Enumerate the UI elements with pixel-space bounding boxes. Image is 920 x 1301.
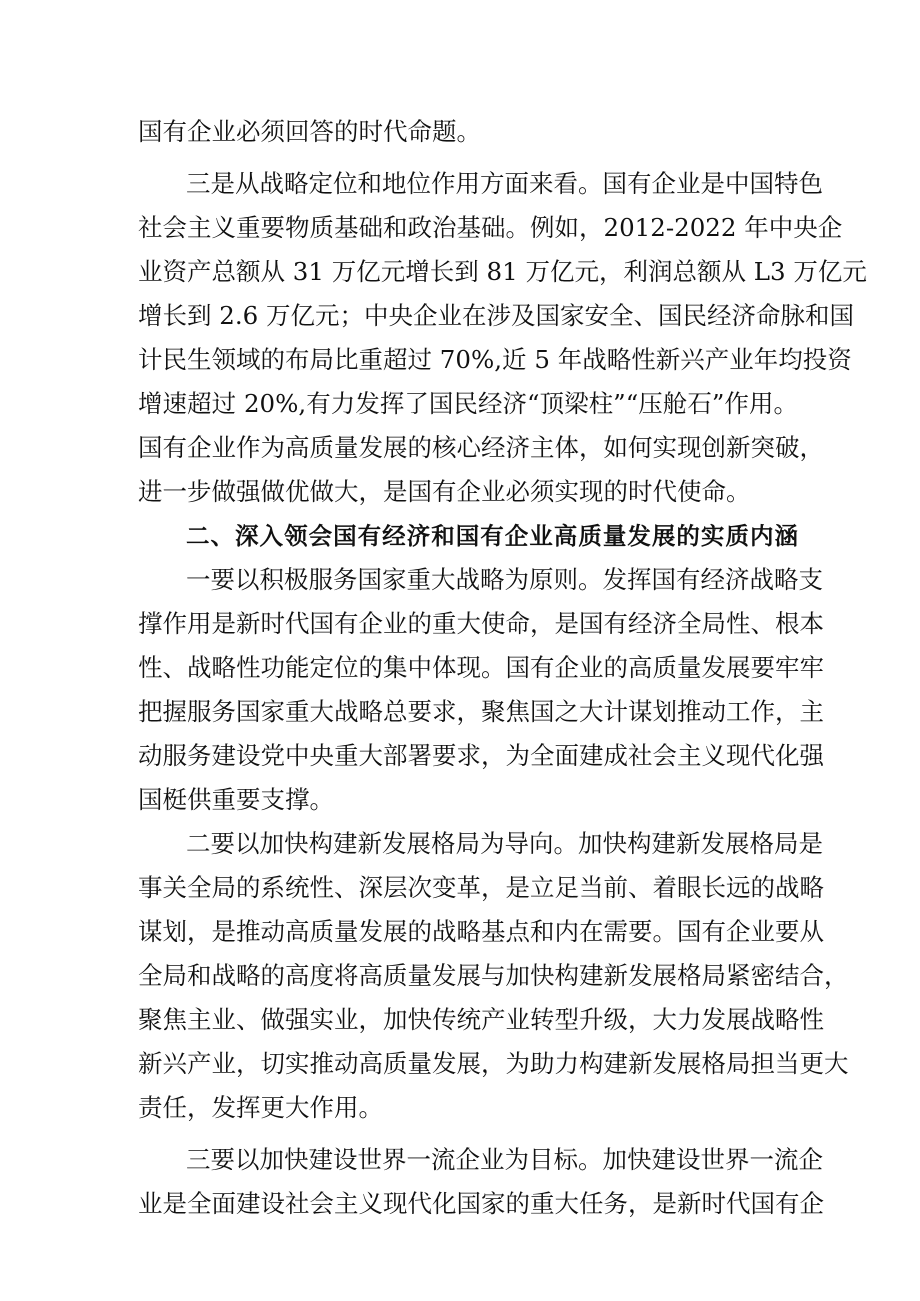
paragraph-start-line: 一要以积极服务国家重大战略为原则。发挥国有经济战略支 [186,565,823,594]
section-heading: 二、深入领会国有经济和国有企业高质量发展的实质内涵 [186,522,798,550]
text-line: 增速超过 20%,有力发挥了国民经济“顶梁柱”“压舱石”作用。 [138,389,798,418]
text-line: 事关全局的系统性、深层次变革，是立足当前、着眼长远的战略 [138,873,824,902]
text-line: 计民生领域的布局比重超过 70%,近 5 年战略性新兴产业年均投资 [138,345,852,374]
text-line: 国有企业必须回答的时代命题。 [138,117,481,146]
text-line: 性、战略性功能定位的集中体现。国有企业的高质量发展要牢牢 [138,653,824,682]
text-line: 全局和战略的高度将高质量发展与加快构建新发展格局紧密结合， [138,961,849,990]
text-line: 业是全面建设社会主义现代化国家的重大任务，是新时代国有企 [138,1189,824,1218]
text-line: 责任，发挥更大作用。 [138,1093,383,1122]
text-line: 谋划，是推动高质量发展的战略基点和内在需要。国有企业要从 [138,917,824,946]
text-line: 动服务建设党中央重大部署要求，为全面建成社会主义现代化强 [138,741,824,770]
text-line: 业资产总额从 31 万亿元增长到 81 万亿元，利润总额从 L3 万亿元 [138,257,867,286]
text-line: 进一步做强做优做大，是国有企业必须实现的时代使命。 [138,477,751,506]
text-line: 撑作用是新时代国有企业的重大使命，是国有经济全局性、根本 [138,609,824,638]
text-line: 增长到 2.6 万亿元；中央企业在涉及国家安全、国民经济命脉和国 [138,301,855,330]
text-line: 新兴产业，切实推动高质量发展，为助力构建新发展格局担当更大 [138,1049,849,1078]
paragraph-start-line: 三要以加快建设世界一流企业为目标。加快建设世界一流企 [186,1145,823,1174]
text-line: 国有企业作为高质量发展的核心经济主体，如何实现创新突破， [138,433,824,462]
text-line: 聚焦主业、做强实业，加快传统产业转型升级，大力发展战略性 [138,1005,824,1034]
paragraph-start-line: 三是从战略定位和地位作用方面来看。国有企业是中国特色 [186,169,823,198]
text-line: 社会主义重要物质基础和政治基础。例如，2012-2022 年中央企 [138,213,843,242]
text-line: 国梃供重要支撑。 [138,785,334,814]
text-line: 把握服务国家重大战略总要求，聚焦国之大计谋划推动工作，主 [138,697,824,726]
paragraph-start-line: 二要以加快构建新发展格局为导向。加快构建新发展格局是 [186,829,823,858]
